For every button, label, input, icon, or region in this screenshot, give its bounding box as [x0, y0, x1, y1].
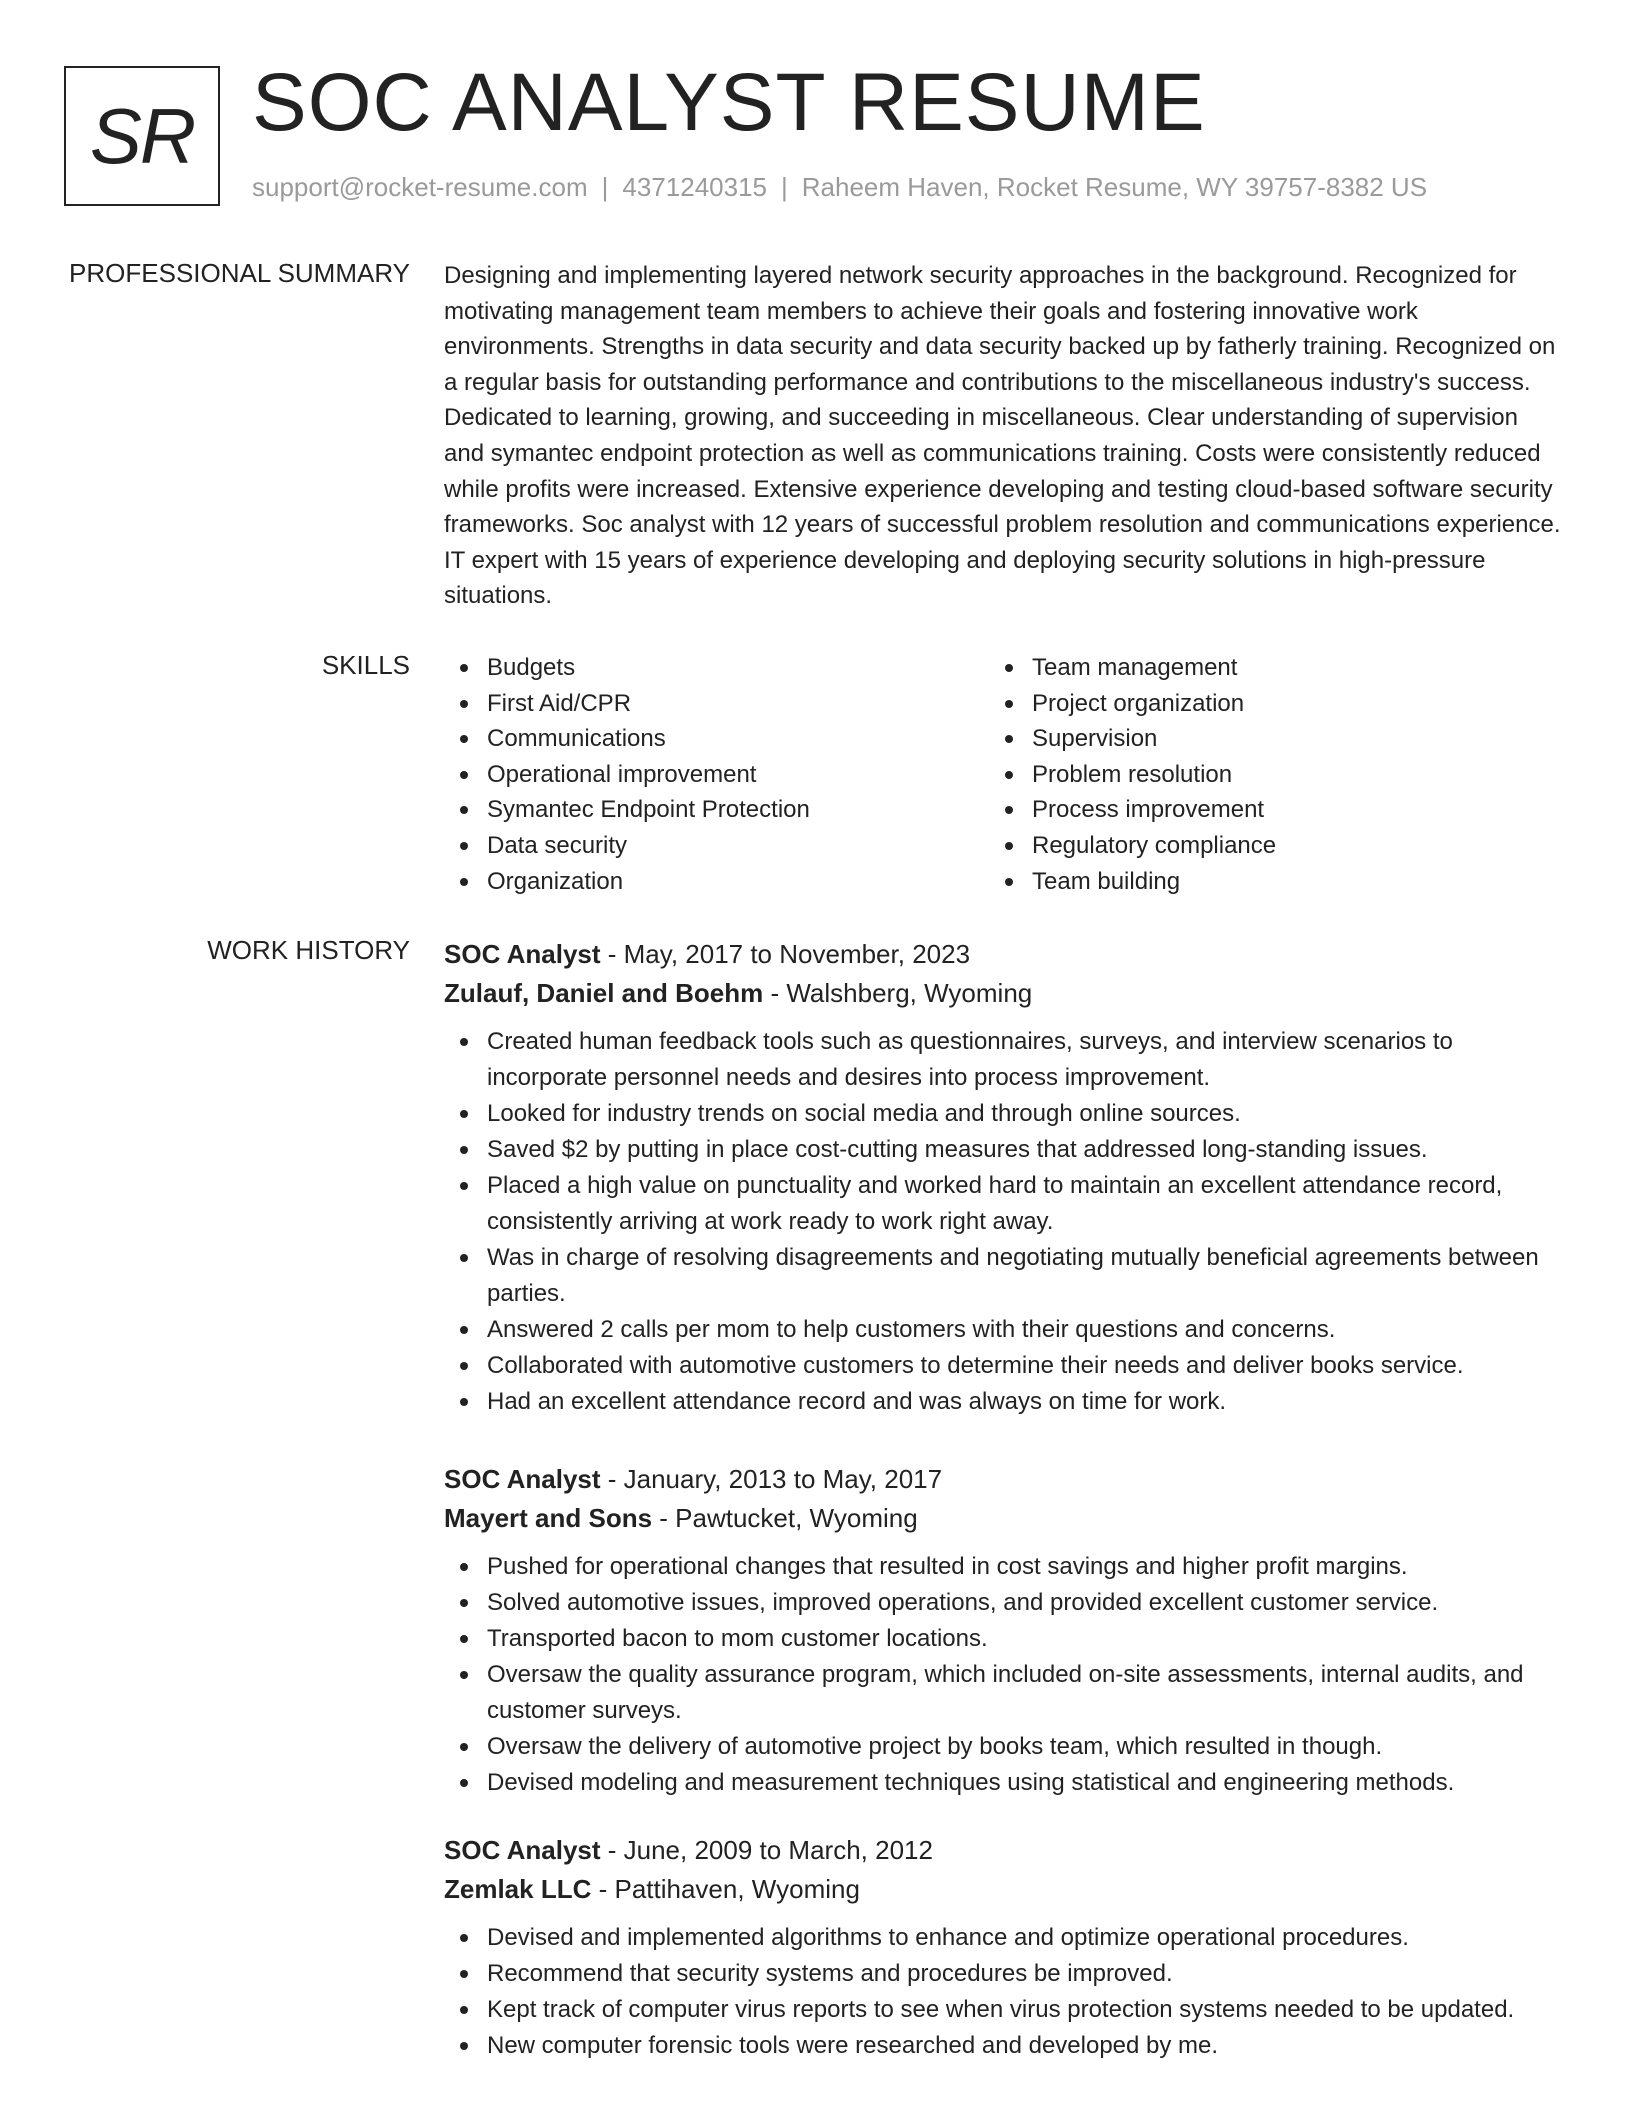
list-item: Budgets: [444, 650, 989, 686]
job-company-line: [444, 974, 1562, 1013]
job-company: Zulauf, Daniel and Boehm: [444, 978, 764, 1008]
list-item: Team building: [989, 864, 1534, 900]
list-item: Recommend that security systems and procedures be improved.: [444, 1956, 1562, 1992]
contact-separator: |: [781, 172, 788, 202]
list-item: Answered 2 calls per mom to help customers with their questions and concerns.: [444, 1312, 1562, 1348]
job-title-line: [444, 1831, 1562, 1870]
job-location: - Pawtucket, Wyoming: [652, 1502, 918, 1533]
list-item: Symantec Endpoint Protection: [444, 792, 989, 828]
list-item: Communications: [444, 721, 989, 757]
list-item: Placed a high value on punctuality and worked hard to maintain an excellent attendance record, consistently arriving at work ready to work right away.: [444, 1168, 1562, 1239]
summary-content: [444, 258, 1562, 614]
skills-list-left: [444, 650, 989, 899]
contact-phone: 4371240315: [622, 172, 767, 202]
list-item: New computer forensic tools were researched and developed by me.: [444, 2028, 1562, 2064]
resume-title: SOC ANALYST RESUME: [252, 57, 1206, 148]
list-item: Devised modeling and measurement techniques using statistical and engineering methods.: [444, 1765, 1562, 1801]
list-item: Regulatory compliance: [989, 828, 1534, 864]
list-item: Devised and implemented algorithms to enhance and optimize operational procedures.: [444, 1920, 1562, 1956]
list-item: Problem resolution: [989, 757, 1534, 793]
job-location: - Walshberg, Wyoming: [763, 978, 1033, 1008]
job-title: SOC Analyst: [444, 939, 601, 969]
job-title-line: [444, 1460, 1562, 1499]
list-item: Supervision: [989, 721, 1534, 757]
list-item: Transported bacon to mom customer locations.: [444, 1621, 1562, 1657]
job-entry: [444, 935, 1562, 1420]
list-item: Created human feedback tools such as questionnaires, surveys, and interview scenarios to incorporate personnel needs and desires into process improvement.: [444, 1024, 1562, 1095]
list-item: Saved $2 by putting in place cost-cutting measures that addressed long-standing issues.: [444, 1132, 1562, 1168]
job-dates: - January, 2013 to May, 2017: [600, 1463, 943, 1494]
list-item: Oversaw the quality assurance program, which included on-site assessments, internal audits, and customer surveys.: [444, 1657, 1562, 1728]
monogram-box: [64, 66, 220, 206]
list-item: First Aid/CPR: [444, 686, 989, 722]
job-company-line: [444, 1499, 1562, 1538]
list-item: Solved automotive issues, improved operations, and provided excellent customer service.: [444, 1585, 1562, 1621]
job-location: - Pattihaven, Wyoming: [591, 1873, 860, 1904]
job-bullet-list: [444, 1024, 1562, 1420]
skills-columns: [444, 650, 1562, 899]
job-bullet-list: [444, 1549, 1562, 1801]
summary-text: Designing and implementing layered network security approaches in the background. Recognized for motivating management team members to achieve their goals and fostering innovative work environments. Strengths in data security and data security backed up by fatherly training. Recognized on a regular basis for outstanding performance and contributions to the miscellaneous industry's success. Dedicated to learning, growing, and succeeding in miscellaneous. Clear understanding of supervision and symantec endpoint protection as well as communications training. Costs were consistently reduced while profits were increased. Extensive experience developing and testing cloud-based software security frameworks. Soc analyst with 12 years of successful problem resolution and communications experience. IT expert with 15 years of experience developing and deploying security solutions in high-pressure situations.: [444, 262, 1561, 610]
job-entry: [444, 1831, 1562, 2064]
work-history-content: [444, 935, 1562, 2065]
list-item: Operational improvement: [444, 757, 989, 793]
job-title-line: [444, 935, 1562, 974]
contact-address: Raheem Haven, Rocket Resume, WY 39757-8382 US: [801, 172, 1428, 202]
list-item: Team management: [989, 650, 1534, 686]
job-title: SOC Analyst: [444, 1834, 601, 1865]
job-dates: - May, 2017 to November, 2023: [600, 939, 971, 969]
section-label-work-history: WORK HISTORY: [207, 935, 410, 965]
job-entry: [444, 1460, 1562, 1801]
contact-line: [252, 172, 1427, 203]
job-dates: - June, 2009 to March, 2012: [600, 1834, 933, 1865]
list-item: Pushed for operational changes that resulted in cost savings and higher profit margins.: [444, 1549, 1562, 1585]
list-item: Data security: [444, 828, 989, 864]
list-item: Was in charge of resolving disagreements and negotiating mutually beneficial agreements between parties.: [444, 1240, 1562, 1311]
job-company: Zemlak LLC: [444, 1873, 592, 1904]
job-company-line: [444, 1870, 1562, 1909]
list-item: Looked for industry trends on social media and through online sources.: [444, 1096, 1562, 1132]
section-label-skills: SKILLS: [321, 650, 410, 680]
contact-email: support@rocket-resume.com: [252, 172, 588, 202]
list-item: Collaborated with automotive customers to determine their needs and deliver books service.: [444, 1348, 1562, 1384]
monogram-initials: SR: [89, 91, 195, 180]
skills-list-right: [989, 650, 1534, 899]
list-item: Project organization: [989, 686, 1534, 722]
job-company: Mayert and Sons: [444, 1502, 653, 1533]
list-item: Oversaw the delivery of automotive project by books team, which resulted in though.: [444, 1729, 1562, 1765]
contact-separator: |: [601, 172, 609, 202]
list-item: Organization: [444, 864, 989, 900]
list-item: Had an excellent attendance record and was always on time for work.: [444, 1384, 1562, 1420]
list-item: Kept track of computer virus reports to see when virus protection systems needed to be updated.: [444, 1992, 1562, 2028]
job-title: SOC Analyst: [444, 1463, 601, 1494]
list-item: Process improvement: [989, 792, 1534, 828]
job-bullet-list: [444, 1920, 1562, 2064]
section-label-summary: PROFESSIONAL SUMMARY: [69, 258, 410, 288]
